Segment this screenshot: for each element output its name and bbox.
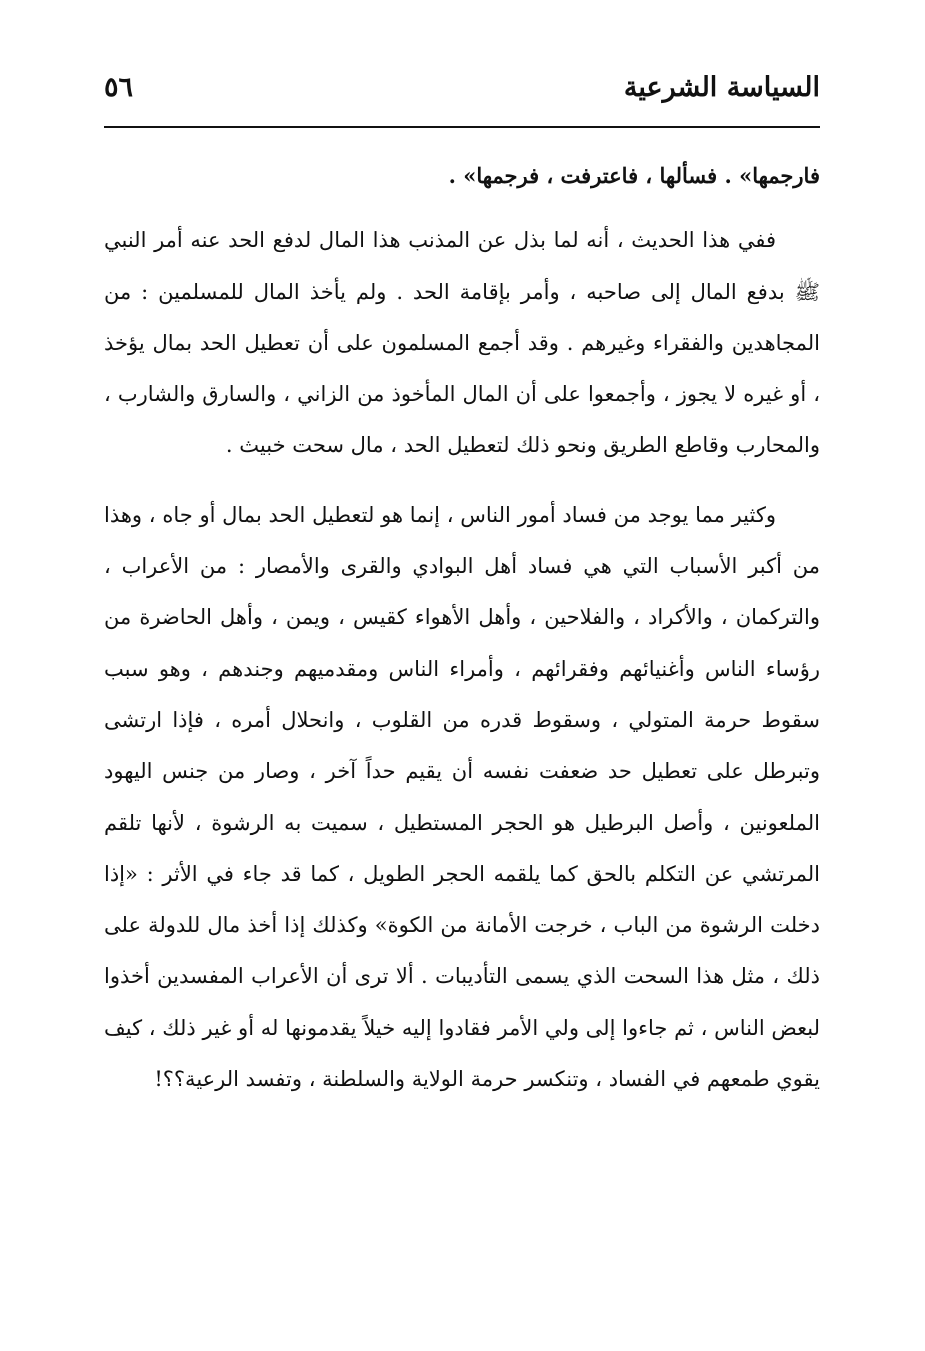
page-number: ٥٦ (104, 72, 134, 103)
page-header (104, 68, 820, 120)
header-divider (104, 126, 820, 128)
paragraph-2: وكثير مما يوجد من فساد أمور الناس ، إنما هو لتعطيل الحد بمال أو جاه ، وهذا من أكبر الأسباب التي هي فساد أهل البوادي والقرى والأمصار : من الأعراب ، والتركمان ، والأكراد ، والفلاحين ، وأهل الأهواء كقيس ، ويمن ، وأهل الحاضرة من رؤساء الناس وأغنيائهم وفقرائهم ، وأمراء الناس ومقدميهم وجندهم ، وهو سبب سقوط حرمة المتولي ، وسقوط قدره من القلوب ، وانحلال أمره ، فإذا ارتشى وتبرطل على تعطيل حد ضعفت نفسه أن يقيم حداً آخر ، وصار من جنس اليهود الملعونين ، وأصل البرطيل هو الحجر المستطيل ، سميت به الرشوة ، لأنها تلقم المرتشي عن التكلم بالحق كما يلقمه الحجر الطويل ، كما قد جاء في الأثر : «إذا دخلت الرشوة من الباب ، خرجت الأمانة من الكوة» وكذلك إذا أخذ مال للدولة على ذلك ، مثل هذا السحت الذي يسمى التأديبات . ألا ترى أن الأعراب المفسدين أخذوا لبعض الناس ، ثم جاءوا إلى ولي الأمر فقادوا إليه خيلاً يقدمونها له أو غير ذلك ، كيف يقوي طمعهم في الفساد ، وتنكسر حرمة الولاية والسلطنة ، وتفسد الرعية؟؟! (104, 502, 820, 1092)
page-body (104, 150, 820, 1105)
lead-line: فارجمها» . فسألها ، فاعترفت ، فرجمها» . (448, 163, 820, 188)
running-title: السياسة الشرعية (623, 72, 820, 103)
book-page (104, 68, 820, 1105)
paragraph-1: ففي هذا الحديث ، أنه لما بذل عن المذنب هذا المال لدفع الحد عنه أمر النبي ﷺ بدفع المال إلى صاحبه ، وأمر بإقامة الحد . ولم يأخذ المال للمسلمين : من المجاهدين والفقراء وغيرهم . وقد أجمع المسلمون على أن تعطيل الحد بمال يؤخذ ، أو غيره لا يجوز ، وأجمعوا على أن المال المأخوذ من الزاني ، والسارق والشارب ، والمحارب وقاطع الطريق ونحو ذلك لتعطيل الحد ، مال سحت خبيث . (104, 228, 820, 458)
